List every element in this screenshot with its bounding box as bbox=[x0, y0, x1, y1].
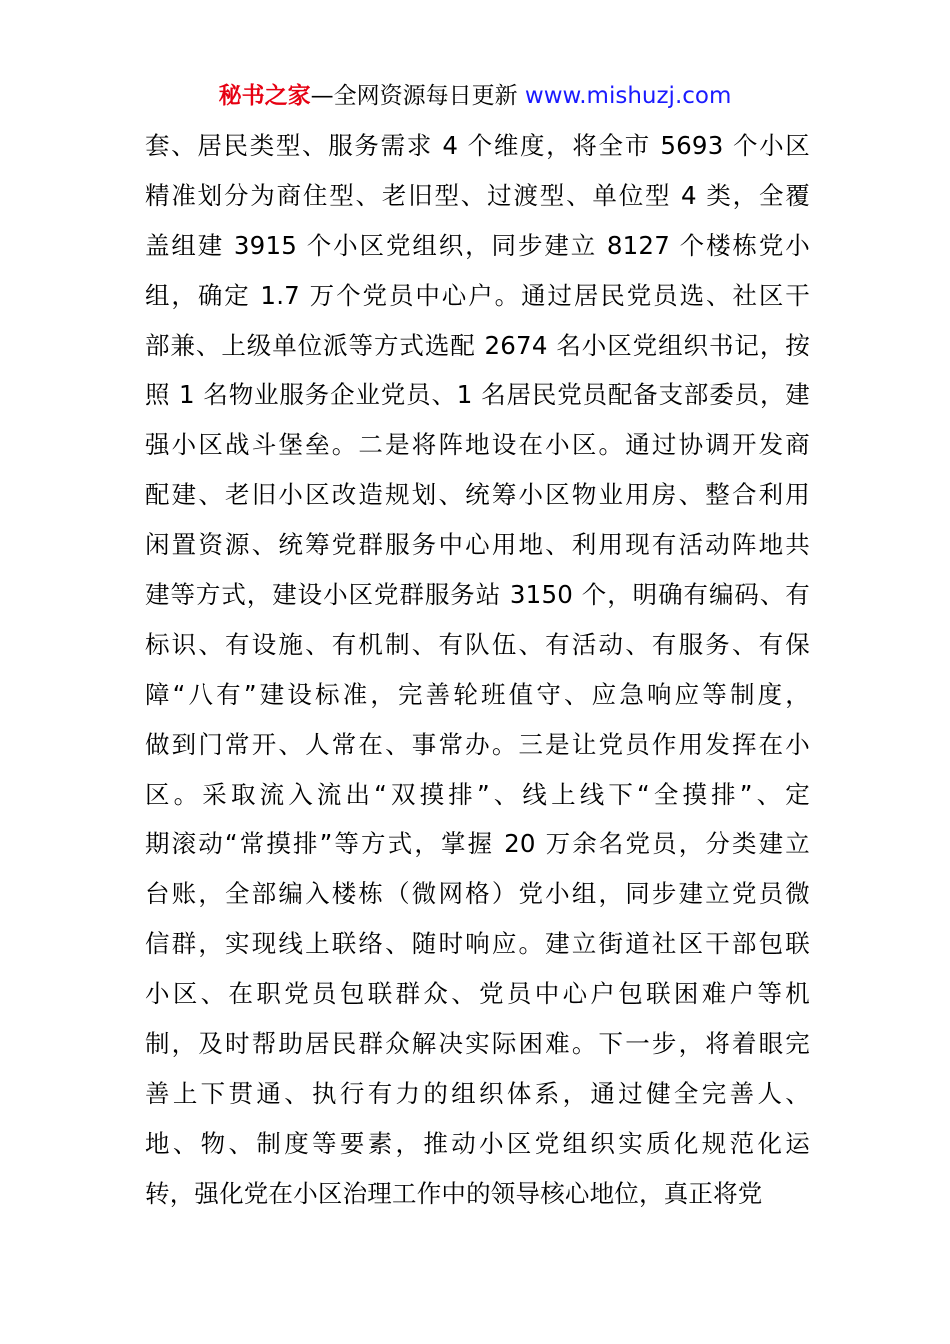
paragraph-line: 做到门常开、人常在、事常办。三是让党员作用发挥在小 bbox=[145, 729, 810, 759]
paragraph-line: 期滚动“常摸排”等方式，掌握 20 万余名党员，分类建立 bbox=[145, 829, 810, 859]
paragraph-line: 制，及时帮助居民群众解决实际困难。下一步，将着眼完 bbox=[145, 1029, 810, 1059]
site-brand: 秘书之家 bbox=[218, 83, 311, 109]
paragraph-line: 盖组建 3915 个小区党组织，同步建立 8127 个楼栋党小 bbox=[145, 230, 810, 260]
paragraph-line: 区。采取流入流出“双摸排”、线上线下“全摸排”、定 bbox=[145, 779, 810, 809]
paragraph-line: 照 1 名物业服务企业党员、1 名居民党员配备支部委员，建 bbox=[145, 380, 810, 410]
paragraph-line: 部兼、上级单位派等方式选配 2674 名小区党组织书记，按 bbox=[145, 330, 810, 360]
paragraph-line: 建等方式，建设小区党群服务站 3150 个，明确有编码、有 bbox=[145, 580, 810, 610]
paragraph-line: 闲置资源、统筹党群服务中心用地、利用现有活动阵地共 bbox=[145, 530, 810, 560]
paragraph-line: 小区、在职党员包联群众、党员中心户包联困难户等机 bbox=[145, 979, 810, 1009]
site-url-link[interactable]: www.mishuzj.com bbox=[524, 83, 732, 109]
paragraph-line: 精准划分为商住型、老旧型、过渡型、单位型 4 类，全覆 bbox=[145, 180, 810, 210]
paragraph-line: 标识、有设施、有机制、有队伍、有活动、有服务、有保 bbox=[145, 629, 810, 659]
document-body bbox=[145, 121, 810, 1219]
site-header bbox=[0, 80, 950, 112]
paragraph-line: 信群，实现线上联络、随时响应。建立街道社区干部包联 bbox=[145, 929, 810, 959]
paragraph-line: 障“八有”建设标准，完善轮班值守、应急响应等制度， bbox=[145, 679, 810, 709]
paragraph-line: 组，确定 1.7 万个党员中心户。通过居民党员选、社区干 bbox=[145, 280, 810, 310]
paragraph-line: 配建、老旧小区改造规划、统筹小区物业用房、整合利用 bbox=[145, 480, 810, 510]
paragraph-line: 善上下贯通、执行有力的组织体系，通过健全完善人、 bbox=[145, 1078, 810, 1108]
site-slogan: —全网资源每日更新 bbox=[310, 83, 525, 109]
paragraph-line: 台账，全部编入楼栋（微网格）党小组，同步建立党员微 bbox=[145, 879, 810, 909]
paragraph-line: 地、物、制度等要素，推动小区党组织实质化规范化运 bbox=[145, 1128, 810, 1158]
paragraph-line: 强小区战斗堡垒。二是将阵地设在小区。通过协调开发商 bbox=[145, 430, 810, 460]
paragraph-line: 套、居民类型、服务需求 4 个维度，将全市 5693 个小区 bbox=[145, 131, 810, 160]
paragraph-line: 转，强化党在小区治理工作中的领导核心地位，真正将党 bbox=[145, 1178, 763, 1208]
